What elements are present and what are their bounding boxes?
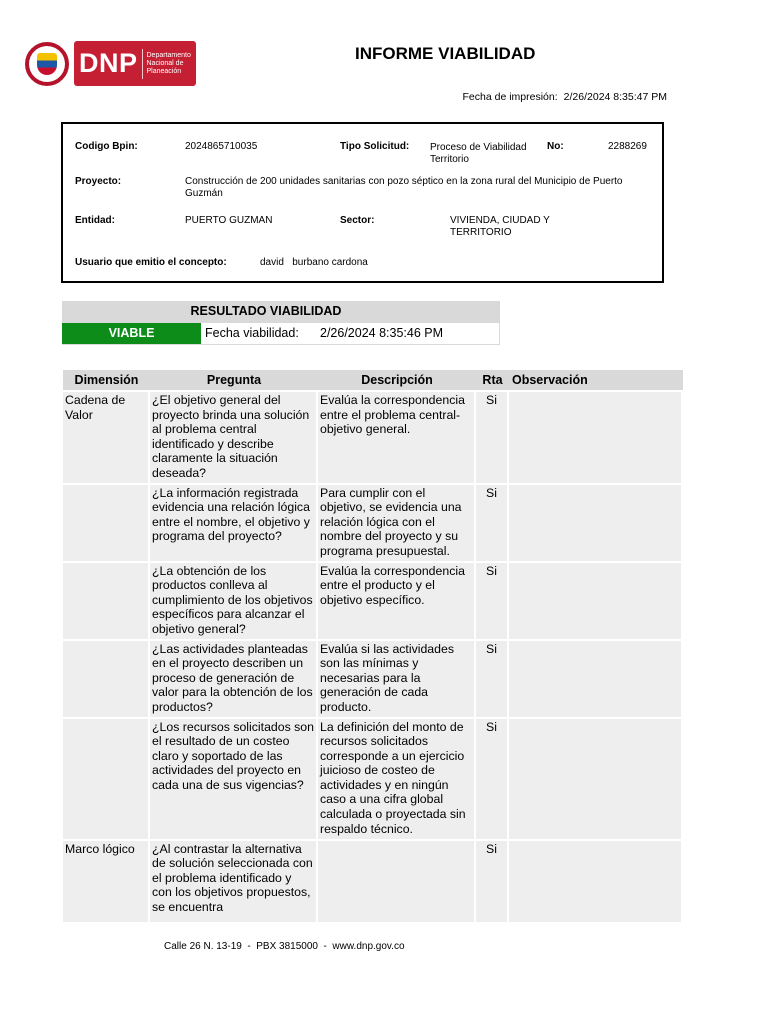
page-footer: Calle 26 N. 13-19 - PBX 3815000 - www.dnp.gov.co: [164, 941, 405, 952]
cell-pregunta: ¿Al contrastar la alternativa de solución seleccionada con el problema identificado y con los objetivos propuestos, se encuentra: [150, 841, 318, 924]
tipo-label: Tipo Solicitud:: [340, 141, 410, 152]
header-rta: Rta: [476, 370, 509, 392]
cell-dimension: Marco lógico: [63, 841, 150, 924]
cell-dimension: Cadena de Valor: [63, 392, 150, 485]
print-date: [463, 91, 667, 103]
brand-mark: DNP: [79, 48, 138, 78]
print-date-label: Fecha de impresión:: [462, 91, 558, 103]
cell-descripcion: Evalúa si las actividades son las mínimas y necesarias para la generación de cada producto.: [318, 641, 476, 719]
table-row: [63, 392, 683, 485]
cell-descripcion: [318, 841, 476, 924]
page-title: INFORME VIABILIDAD: [355, 44, 536, 63]
cell-pregunta: ¿Los recursos solicitados son el resultado de un costeo claro y soportado de las actividades del proyecto en cada una de sus vigencias?: [150, 719, 318, 841]
viability-date-value: 2/26/2024 8:35:46 PM: [320, 326, 444, 340]
cell-descripcion: Para cumplir con el objetivo, se evidencia una relación lógica con el nombre del proyecto y su programa presupuestal.: [318, 485, 476, 563]
sector-label: Sector:: [340, 215, 375, 226]
usuario-value: david burbano cardona: [260, 257, 368, 268]
cell-rta: Si: [476, 392, 509, 485]
dnp-logo: [25, 41, 196, 86]
status-badge: VIABLE: [62, 323, 201, 344]
cell-observacion: [509, 563, 683, 641]
table-row: [63, 719, 683, 841]
cell-observacion: [509, 841, 683, 924]
table-row: [63, 641, 683, 719]
bpin-value: 2024865710035: [185, 141, 258, 152]
no-value: 2288269: [608, 141, 647, 152]
no-label: No:: [547, 141, 564, 152]
cell-observacion: [509, 485, 683, 563]
cell-dimension: [63, 563, 150, 641]
result-viability: [62, 301, 500, 345]
entidad-value: PUERTO GUZMAN: [185, 215, 273, 226]
header-pregunta: Pregunta: [150, 370, 318, 392]
project-info-box: [61, 122, 664, 283]
header-descripcion: Descripción: [318, 370, 476, 392]
sector-value: VIVIENDA, CIUDAD Y TERRITORIO: [450, 215, 550, 238]
usuario-label: Usuario que emitio el concepto:: [75, 257, 227, 268]
table-row: [63, 563, 683, 641]
entidad-label: Entidad:: [75, 215, 115, 226]
proyecto-value: Construcción de 200 unidades sanitarias con pozo séptico en la zona rural del Municipio de Puerto Guzmán: [185, 176, 623, 199]
dnp-brand-block: [74, 41, 196, 86]
cell-pregunta: ¿La información registrada evidencia una relación lógica entre el nombre, el objetivo y programa del proyecto?: [150, 485, 318, 563]
cell-observacion: [509, 641, 683, 719]
cell-rta: Si: [476, 841, 509, 924]
cell-descripcion: Evalúa la correspondencia entre el producto y el objetivo específico.: [318, 563, 476, 641]
cell-dimension: [63, 641, 150, 719]
table-header-row: [63, 370, 683, 392]
cell-dimension: [63, 719, 150, 841]
cell-observacion: [509, 392, 683, 485]
result-row: [62, 323, 500, 345]
table-row: [63, 841, 683, 924]
cell-descripcion: Evalúa la correspondencia entre el problema central-objetivo general.: [318, 392, 476, 485]
brand-subtitle: Departamento Nacional de Planeación: [146, 51, 191, 75]
result-header: RESULTADO VIABILIDAD: [62, 301, 500, 323]
cell-pregunta: ¿Las actividades planteadas en el proyecto describen un proceso de generación de valor para la obtención de los productos?: [150, 641, 318, 719]
colombia-seal-icon: [25, 42, 69, 86]
proyecto-label: Proyecto:: [75, 176, 122, 187]
cell-rta: Si: [476, 641, 509, 719]
table-row: [63, 485, 683, 563]
viability-date-label: Fecha viabilidad:: [205, 326, 299, 340]
tipo-value: Proceso de Viabilidad Territorio: [430, 142, 527, 165]
header-dimension: Dimensión: [63, 370, 150, 392]
cell-rta: Si: [476, 563, 509, 641]
evaluation-table: [63, 370, 683, 924]
bpin-label: Codigo Bpin:: [75, 141, 138, 152]
cell-descripcion: La definición del monto de recursos solicitados corresponde a un ejercicio juicioso de costeo de actividades y en ningún caso a una cifra global calculada o proyectada sin respaldo técnico.: [318, 719, 476, 841]
print-date-value: 2/26/2024 8:35:47 PM: [563, 91, 667, 103]
cell-rta: Si: [476, 719, 509, 841]
cell-observacion: [509, 719, 683, 841]
header-observacion: Observación: [509, 370, 683, 392]
cell-pregunta: ¿La obtención de los productos conlleva al cumplimiento de los objetivos específicos para alcanzar el objetivo general?: [150, 563, 318, 641]
cell-dimension: [63, 485, 150, 563]
cell-rta: Si: [476, 485, 509, 563]
cell-pregunta: ¿El objetivo general del proyecto brinda una solución al problema central identificado y describe claramente la situación deseada?: [150, 392, 318, 485]
